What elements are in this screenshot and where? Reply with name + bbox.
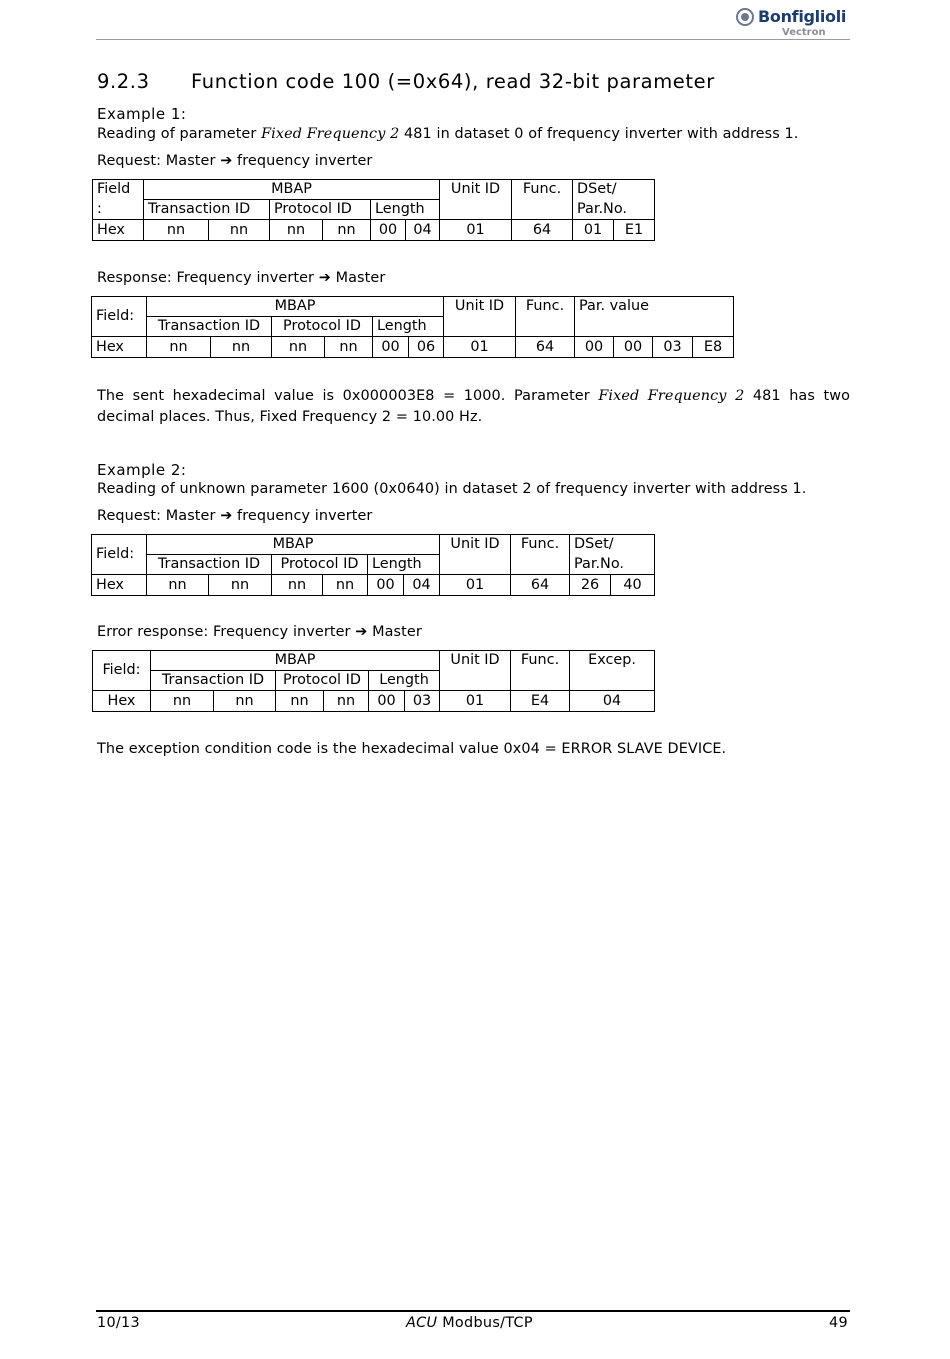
mbap-header: MBAP: [147, 535, 440, 555]
exception-text: The exception condition code is the hexadecimal value 0x04 = ERROR SLAVE DEVICE.: [97, 741, 727, 757]
unit-id-header: Unit ID: [444, 297, 516, 317]
func-header: Func.: [512, 180, 573, 200]
dset-header: DSet/: [570, 535, 655, 555]
length-header: Length: [369, 671, 440, 691]
right-arrow-icon: ➔: [220, 153, 233, 169]
header-divider: [96, 39, 850, 40]
transaction-id-header: Transaction ID: [144, 200, 270, 220]
par-no-header: Par.No.: [570, 555, 655, 575]
section-number: 9.2.3: [97, 70, 150, 93]
footer-divider: [96, 1310, 850, 1312]
protocol-id-header: Protocol ID: [270, 200, 371, 220]
section-title: Function code 100 (=0x64), read 32-bit parameter: [191, 70, 715, 93]
company-logo: [736, 4, 848, 40]
example-2-label: Example 2:: [97, 461, 187, 479]
func-header: Func.: [511, 535, 570, 555]
right-arrow-icon: ➔: [355, 624, 368, 640]
footer-product: ACU Modbus/TCP: [406, 1315, 533, 1331]
func-header: Func.: [511, 651, 570, 671]
example-2-request-caption: Request: Master ➔ frequency inverter: [97, 508, 373, 524]
example-2-description: Reading of unknown parameter 1600 (0x0640) in dataset 2 of frequency inverter with address 1.: [97, 481, 807, 497]
section-heading: [97, 70, 715, 93]
right-arrow-icon: ➔: [220, 508, 233, 524]
logo-brand: Bonfiglioli: [758, 7, 847, 26]
transaction-id-header: Transaction ID: [151, 671, 276, 691]
field-header: Field:: [92, 297, 147, 337]
transaction-id-header: Transaction ID: [147, 317, 272, 337]
example-1-description: Reading of parameter Fixed Frequency 2 481 in dataset 0 of frequency inverter with address 1.: [97, 126, 799, 142]
protocol-id-header: Protocol ID: [272, 555, 368, 575]
example-2-error-caption: Error response: Frequency inverter ➔ Master: [97, 624, 422, 640]
func-header: Func.: [516, 297, 575, 317]
field-header-cont: :: [93, 200, 144, 220]
example-1-request-table: [92, 179, 655, 241]
example-1-response-caption: Response: Frequency inverter ➔ Master: [97, 270, 386, 286]
length-header: Length: [368, 555, 440, 575]
field-header: Field: [93, 180, 144, 200]
table-row: Hex nn nn nn nn 00 04 01 64 01 E1: [93, 220, 655, 241]
unit-id-header: Unit ID: [440, 651, 511, 671]
field-header: Field:: [92, 535, 147, 575]
table-row: Hex nn nn nn nn 00 04 01 64 26 40: [92, 575, 655, 596]
transaction-id-header: Transaction ID: [147, 555, 272, 575]
dset-header: DSet/: [573, 180, 655, 200]
mbap-header: MBAP: [147, 297, 444, 317]
example-2-request-table: [91, 534, 655, 596]
table-row: Hex nn nn nn nn 00 03 01 E4 04: [93, 691, 655, 712]
mbap-header: MBAP: [151, 651, 440, 671]
protocol-id-header: Protocol ID: [272, 317, 373, 337]
excep-header: Excep.: [570, 651, 655, 671]
length-header: Length: [371, 200, 440, 220]
example-2-error-table: [92, 650, 655, 712]
logo-sub-brand: Vectron: [782, 27, 826, 38]
example-1-result-text: The sent hexadecimal value is 0x000003E8 = 1000. Parameter Fixed Frequency 2 481 has two decimal places. Thus, Fixed Frequency 2 = 10.00 Hz.: [97, 388, 850, 425]
mbap-header: MBAP: [144, 180, 440, 200]
example-1-request-caption: Request: Master ➔ frequency inverter: [97, 153, 373, 169]
logo-icon: [736, 8, 754, 26]
example-1-label: Example 1:: [97, 105, 187, 123]
table-row: Hex nn nn nn nn 00 06 01 64 00 00 03 E8: [92, 337, 734, 358]
par-no-header: Par.No.: [573, 200, 655, 220]
right-arrow-icon: ➔: [318, 270, 331, 286]
unit-id-header: Unit ID: [440, 535, 511, 555]
unit-id-header: Unit ID: [440, 180, 512, 200]
par-value-header: Par. value: [575, 297, 734, 317]
protocol-id-header: Protocol ID: [276, 671, 369, 691]
example-1-response-table: [91, 296, 734, 358]
field-header: Field:: [93, 651, 151, 691]
footer-page-number: 49: [829, 1315, 848, 1331]
length-header: Length: [373, 317, 444, 337]
footer-date: 10/13: [97, 1315, 140, 1331]
